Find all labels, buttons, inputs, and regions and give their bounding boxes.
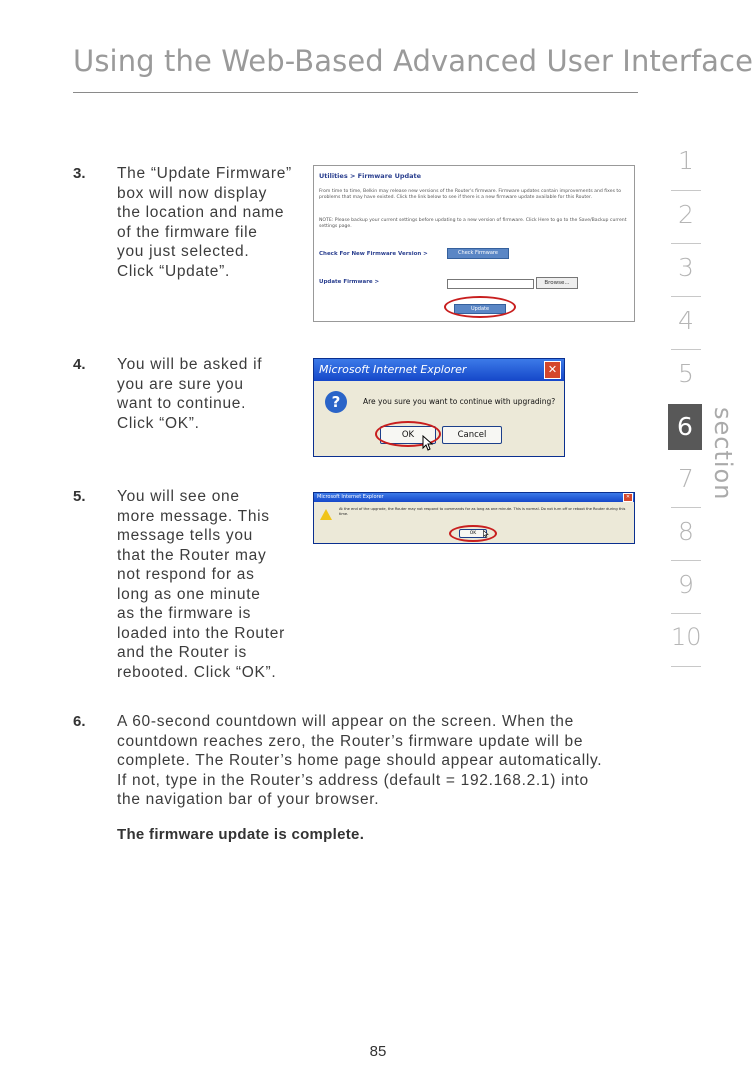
- highlight-ellipse: [449, 525, 497, 542]
- section-nav-item: 2: [678, 200, 694, 229]
- completion-note: The firmware update is complete.: [117, 826, 365, 843]
- dialog-title: Microsoft Internet Explorer: [319, 363, 467, 376]
- ok-button[interactable]: OK: [459, 529, 487, 538]
- section-divider: [671, 349, 701, 350]
- step-text: You will see one more message. This message tells you that the Router may not respond for as long as one minute as the firmware is loaded into the Router and the Router is rebooted. Click “OK”.: [117, 488, 285, 681]
- close-icon[interactable]: ✕: [544, 361, 561, 379]
- cancel-button[interactable]: Cancel: [442, 426, 502, 444]
- step-text: The “Update Firmware” box will now display the location and name of the firmware file you just selected. Click “Update”.: [117, 165, 292, 280]
- section-nav-item: 9: [678, 570, 694, 599]
- section-nav-item: 1: [678, 146, 694, 175]
- dialog-message: At the end of the upgrade, the Router may not respond to commands for as long as one minute. This is normal. Do not turn off or reboot the Router during this time.: [339, 507, 626, 516]
- dialog-title: Microsoft Internet Explorer: [317, 494, 384, 500]
- page-title: Using the Web-Based Advanced User Interface: [73, 44, 638, 93]
- question-icon: ?: [325, 391, 347, 413]
- section-nav-active: 6: [668, 404, 702, 450]
- section-divider: [671, 190, 701, 191]
- step-text: A 60-second countdown will appear on the screen. When the countdown reaches zero, the Router’s firmware update will be complete. The Router’s home page should appear automatically. If not, type in the Router’s address (default = 192.168.2.1) into the navigation bar of your browser.: [117, 713, 603, 808]
- cursor-icon: [483, 530, 489, 538]
- step-number: 4.: [73, 356, 86, 373]
- section-nav-item: 8: [678, 517, 694, 546]
- highlight-ellipse: [444, 296, 516, 318]
- section-divider: [671, 243, 701, 244]
- page-number: 85: [369, 1043, 387, 1060]
- section-nav-item: 7: [678, 464, 694, 493]
- confirm-dialog: [313, 358, 565, 457]
- section-nav-item: 5: [678, 359, 694, 388]
- section-nav-item: 3: [678, 253, 694, 282]
- section-divider: [671, 560, 701, 561]
- section-label: section: [709, 407, 737, 501]
- firmware-update-description: From time to time, Belkin may release new versions of the Router's firmware. Firmware updates contain improvements and fixes to problems that may have existed. Click the link below to see if there is a new firmware update available for this Router.: [319, 189, 622, 200]
- section-divider: [671, 296, 701, 297]
- section-nav-item: 4: [678, 306, 694, 335]
- firmware-file-input[interactable]: [447, 279, 534, 289]
- dialog-message: Are you sure you want to continue with upgrading?: [363, 397, 556, 406]
- dialog-titlebar: [314, 359, 564, 381]
- firmware-update-note: NOTE: Please backup your current settings before updating to a new version of firmware. Click Here to go to the Save/Backup current settings page.: [319, 218, 627, 229]
- dialog-titlebar: [314, 493, 634, 502]
- warning-icon: [320, 509, 332, 520]
- close-icon[interactable]: ✕: [623, 493, 633, 502]
- step-number: 5.: [73, 488, 86, 505]
- step-text: You will be asked if you are sure you want to continue. Click “OK”.: [117, 356, 263, 432]
- ok-button[interactable]: OK: [380, 426, 436, 444]
- update-button[interactable]: Update: [454, 304, 506, 314]
- section-divider: [671, 666, 701, 667]
- check-firmware-button[interactable]: Check Firmware: [447, 248, 509, 259]
- section-nav-item: 10: [671, 623, 702, 651]
- check-firmware-label: Check For New Firmware Version >: [319, 251, 428, 257]
- step-number: 3.: [73, 165, 86, 182]
- cursor-icon: [422, 435, 434, 451]
- step-number: 6.: [73, 713, 86, 730]
- warning-dialog: [313, 492, 635, 544]
- section-divider: [671, 613, 701, 614]
- firmware-update-screenshot: [313, 165, 635, 322]
- section-divider: [671, 507, 701, 508]
- browse-button[interactable]: Browse...: [536, 277, 578, 289]
- firmware-update-heading: Utilities > Firmware Update: [319, 172, 422, 180]
- update-firmware-label: Update Firmware >: [319, 279, 380, 285]
